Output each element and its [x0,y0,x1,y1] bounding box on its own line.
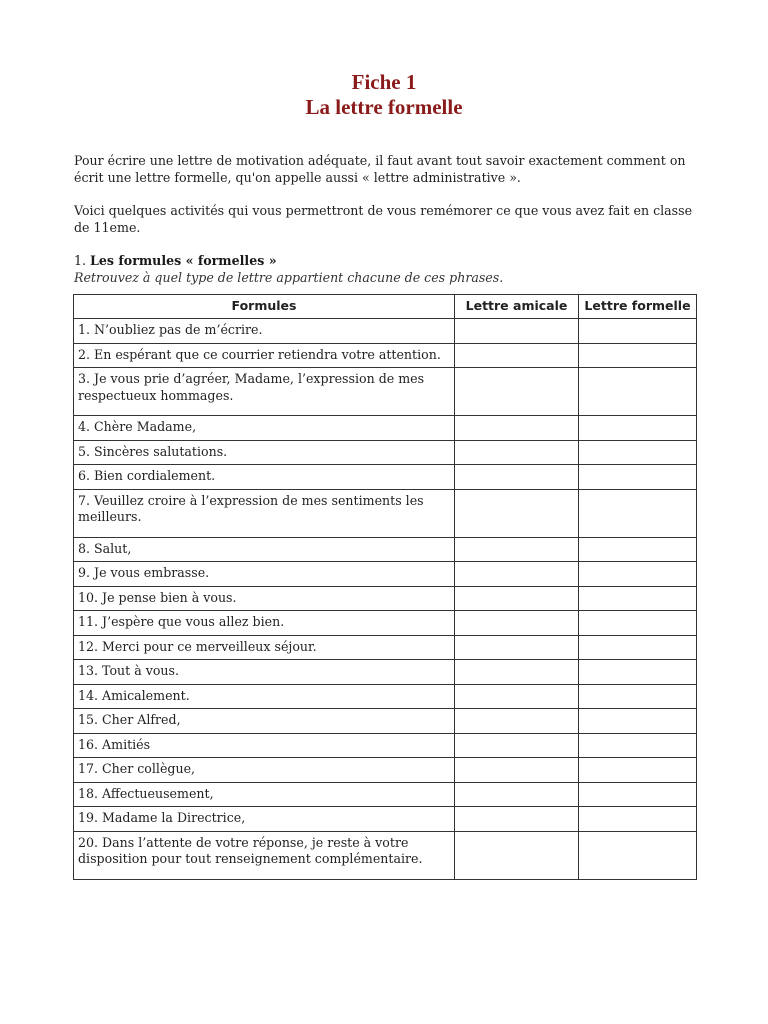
amicale-answer-cell[interactable] [455,611,579,636]
header-lettre-formelle: Lettre formelle [579,295,697,319]
table-row [74,709,697,734]
formula-cell: 9. Je vous embrasse. [74,562,455,587]
amicale-answer-cell[interactable] [455,416,579,441]
table-row [74,586,697,611]
exercise-heading [74,253,277,269]
table-row [74,489,697,537]
table-row [74,368,697,416]
formula-cell: 7. Veuillez croire à l’expression de mes sentiments les meilleurs. [74,489,455,537]
exercise-title: Les formules « formelles » [90,253,277,268]
amicale-answer-cell[interactable] [455,489,579,537]
page-subtitle: La lettre formelle [305,95,463,119]
amicale-answer-cell[interactable] [455,368,579,416]
amicale-answer-cell[interactable] [455,660,579,685]
formelle-answer-cell[interactable] [579,709,697,734]
formula-cell: 14. Amicalement. [74,684,455,709]
table-row [74,831,697,879]
intro-paragraph-2: Voici quelques activités qui vous permettront de vous remémorer ce que vous avez fait en classe de 11eme. [74,203,693,235]
table-row [74,684,697,709]
formelle-answer-cell[interactable] [579,684,697,709]
table-row [74,537,697,562]
formula-cell: 12. Merci pour ce merveilleux séjour. [74,635,455,660]
formelle-answer-cell[interactable] [579,782,697,807]
formelle-answer-cell[interactable] [579,807,697,832]
table-row [74,440,697,465]
header-lettre-amicale: Lettre amicale [455,295,579,319]
amicale-answer-cell[interactable] [455,343,579,368]
amicale-answer-cell[interactable] [455,782,579,807]
formula-cell: 17. Cher collègue, [74,758,455,783]
amicale-answer-cell[interactable] [455,831,579,879]
exercise-instruction: Retrouvez à quel type de lettre appartient chacune de ces phrases. [74,270,504,285]
amicale-answer-cell[interactable] [455,537,579,562]
formelle-answer-cell[interactable] [579,733,697,758]
formula-cell: 15. Cher Alfred, [74,709,455,734]
formelle-answer-cell[interactable] [579,319,697,344]
header-formules: Formules [74,295,455,319]
page-title: Fiche 1 [351,70,417,94]
formula-cell: 20. Dans l’attente de votre réponse, je reste à votre disposition pour tout renseignement complémentaire. [74,831,455,879]
formula-cell: 13. Tout à vous. [74,660,455,685]
formelle-answer-cell[interactable] [579,537,697,562]
table-row [74,782,697,807]
amicale-answer-cell[interactable] [455,586,579,611]
formelle-answer-cell[interactable] [579,611,697,636]
formelle-answer-cell[interactable] [579,586,697,611]
amicale-answer-cell[interactable] [455,635,579,660]
formelle-answer-cell[interactable] [579,660,697,685]
table-row [74,660,697,685]
table-row [74,319,697,344]
table-row [74,465,697,490]
intro-paragraph-1: Pour écrire une lettre de motivation adéquate, il faut avant tout savoir exactement comment on écrit une lettre formelle, qu'on appelle aussi « lettre administrative ». [74,153,686,185]
exercise-number: 1. [74,253,87,268]
formula-cell: 4. Chère Madame, [74,416,455,441]
formula-cell: 2. En espérant que ce courrier retiendra votre attention. [74,343,455,368]
formelle-answer-cell[interactable] [579,416,697,441]
amicale-answer-cell[interactable] [455,709,579,734]
formulas-table [73,294,697,880]
amicale-answer-cell[interactable] [455,319,579,344]
amicale-answer-cell[interactable] [455,758,579,783]
table-row [74,343,697,368]
table-row [74,807,697,832]
table-row [74,562,697,587]
formelle-answer-cell[interactable] [579,343,697,368]
amicale-answer-cell[interactable] [455,440,579,465]
formelle-answer-cell[interactable] [579,489,697,537]
formula-cell: 1. N’oubliez pas de m’écrire. [74,319,455,344]
formula-cell: 5. Sincères salutations. [74,440,455,465]
formelle-answer-cell[interactable] [579,368,697,416]
amicale-answer-cell[interactable] [455,562,579,587]
formula-cell: 3. Je vous prie d’agréer, Madame, l’expression de mes respectueux hommages. [74,368,455,416]
formula-cell: 8. Salut, [74,537,455,562]
table-header-row [74,295,697,319]
formelle-answer-cell[interactable] [579,440,697,465]
formula-cell: 6. Bien cordialement. [74,465,455,490]
table-row [74,635,697,660]
formelle-answer-cell[interactable] [579,831,697,879]
table-row [74,733,697,758]
amicale-answer-cell[interactable] [455,465,579,490]
amicale-answer-cell[interactable] [455,733,579,758]
table-row [74,416,697,441]
table-row [74,758,697,783]
formula-cell: 19. Madame la Directrice, [74,807,455,832]
amicale-answer-cell[interactable] [455,807,579,832]
formula-cell: 11. J’espère que vous allez bien. [74,611,455,636]
formelle-answer-cell[interactable] [579,758,697,783]
amicale-answer-cell[interactable] [455,684,579,709]
table-row [74,611,697,636]
formula-cell: 16. Amitiés [74,733,455,758]
formula-cell: 18. Affectueusement, [74,782,455,807]
formula-cell: 10. Je pense bien à vous. [74,586,455,611]
formelle-answer-cell[interactable] [579,562,697,587]
formelle-answer-cell[interactable] [579,465,697,490]
formelle-answer-cell[interactable] [579,635,697,660]
